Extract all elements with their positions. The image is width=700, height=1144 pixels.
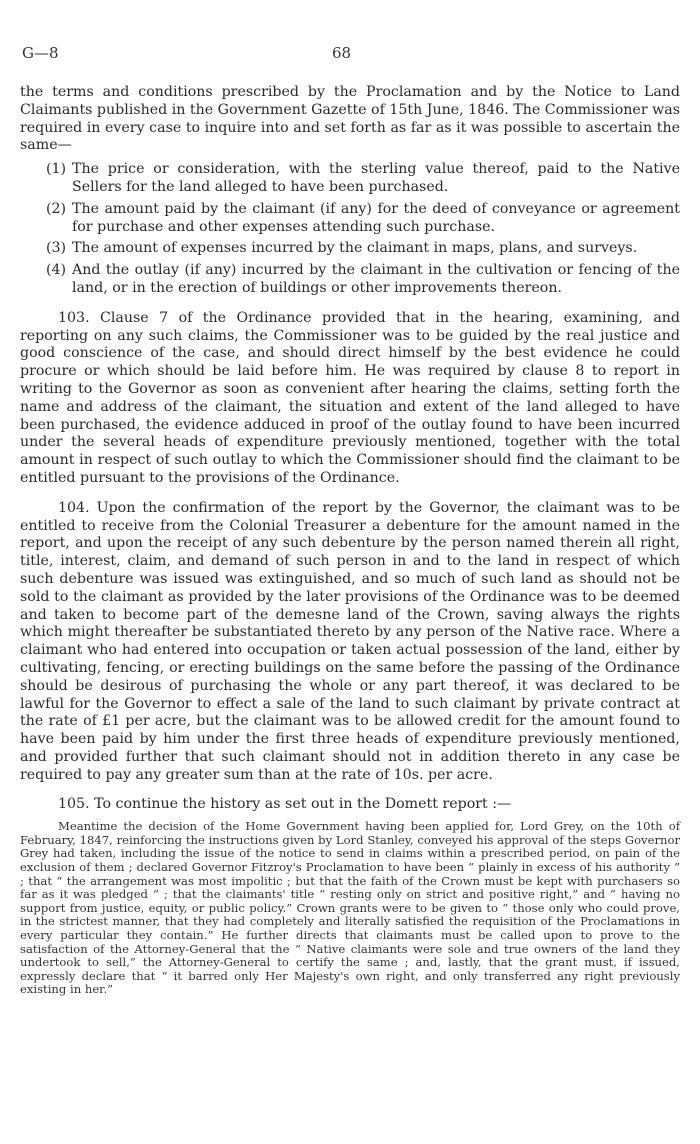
list-item xyxy=(20,262,680,298)
intro-paragraph: the terms and conditions prescribed by the Proclamation and by the Notice to Land Claimants published in the Government Gazette of 15th June, 1846. The Commissioner was required in every case to inquire into and set forth as far as it was possible to ascertain the same— xyxy=(20,84,680,154)
list-item-text: The price or consideration, with the sterling value thereof, paid to the Native Sellers for the land alleged to have been purchased. xyxy=(72,161,680,195)
paragraph-105: 105. To continue the history as set out in the Domett report :— xyxy=(58,796,512,813)
list-item-number: (3) xyxy=(46,240,67,257)
list-item-text: The amount paid by the claimant (if any) for the deed of conveyance or agreement for purchase and other expenses attending such purchase. xyxy=(72,200,680,235)
list-item-number: (1) xyxy=(46,161,67,178)
page-number: 68 xyxy=(332,44,352,62)
list-item-text: The amount of expenses incurred by the claimant in maps, plans, and surveys. xyxy=(72,240,638,257)
list-item-number: (2) xyxy=(46,200,67,217)
list-item xyxy=(20,161,680,197)
paragraph-104: 104. Upon the confirmation of the report by the Governor, the claimant was to be entitled to receive from the Colonial Treasurer a debenture for the amount named in the report, and upon the receipt of any such debenture by the person named therein all right, title, interest, claim, and demand of such person in and to the land in respect of which such debenture was issued was extinguished, and so much of such land as should not be sold to the claimant as provided by the later provisions of the Ordinance was to be deemed and taken to become part of the demesne land of the Crown, saving always the rights which might thereafter be substantiated thereto by any person of the Native race. Where a claimant who had entered into occupation or taken actual possession of the land, either by cultivating, fencing, or erecting buildings on the same before the passing of the Ordinance should be desirous of purchasing the whole or any part thereof, it was declared to be lawful for the Governor to effect a sale of the land to such claimant by private contract at the rate of £1 per acre, but the claimant was to be allowed credit for the amount found to have been paid by him under the first three heads of expenditure previously mentioned, and provided further that such claimant should not in addition thereto in any case be required to pay any greater sum than at the rate of 10s. per acre. xyxy=(20,499,680,783)
domett-report-quote: Meantime the decision of the Home Government having been applied for, Lord Grey, on the 10th of February, 1847, reinforcing the instructions given by Lord Stanley, conveyed his approval of the steps Governor Grey had taken, including the issue of the notice to send in claims within a prescribed period, on pain of the exclusion of them ; declared Governor Fitzroy's Proclamation to have been “ plainly in excess of his authority ” ; that “ the arrangement was most impolitic ; but that the faith of the Crown must be kept with purchasers so far as it was pledged ” ; that the claimants' title “ resting only on strict and positive right,” and “ having no support from justice, equity, or public policy.” Crown grants were to be given to “ those only who could prove, in the strictest manner, that they had completely and literally satisfied the requisition of the Proclamations in every particular they contain.” He further directs that claimants must be called upon to prove to the satisfaction of the Attorney-General that the “ Native claimants were sole and true owners of the land they undertook to sell,” the Attorney-General to certify the same ; and, lastly, that the grant must, if issued, expressly declare that “ it barred only Her Majesty's own right, and only transferred any right previously existing in her.” xyxy=(20,819,680,997)
document-code: G—8 xyxy=(22,44,59,62)
page-header xyxy=(20,44,680,64)
page-body xyxy=(20,84,680,997)
expense-list xyxy=(20,161,680,298)
list-item-text: And the outlay (if any) incurred by the claimant in the cultivation or fencing of the land, or in the erection of buildings or other improvements thereon. xyxy=(72,262,680,296)
paragraph-103: 103. Clause 7 of the Ordinance provided that in the hearing, examining, and reporting on any such claims, the Commissioner was to be guided by the real justice and good conscience of the case, and should direct himself by the best evidence he could procure or which should be laid before him. He was required by clause 8 to report in writing to the Governor as soon as convenient after hearing the claims, setting forth the name and address of the claimant, the situation and extent of the land alleged to have been purchased, the evidence adduced in proof of the outlay found to have been incurred under the several heads of expenditure previously mentioned, together with the total amount in respect of such outlay to which the Commissioner should find the claimant to be entitled pursuant to the provisions of the Ordinance. xyxy=(20,309,680,486)
list-item xyxy=(20,201,680,237)
list-item-number: (4) xyxy=(46,262,67,279)
list-item xyxy=(20,240,680,258)
